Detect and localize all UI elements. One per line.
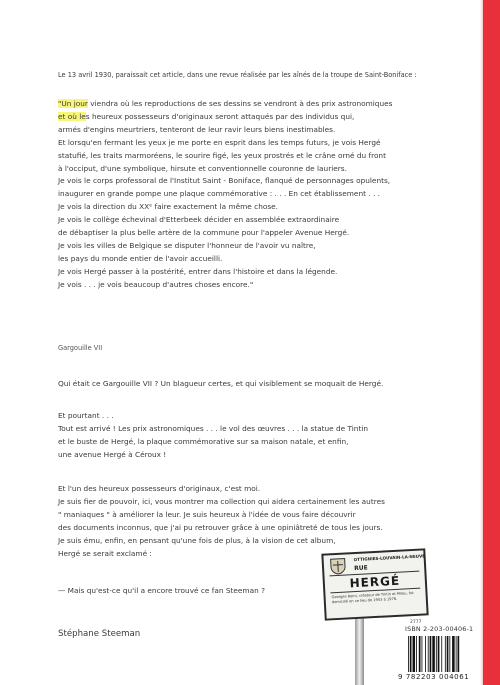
barcode-digits: 9 782203 004061: [398, 673, 470, 681]
quote-line-2: et où les heureux possesseurs d'originaux seront attaqués par des individus qui,: [58, 111, 355, 121]
signature: Gargouille VII: [58, 344, 103, 352]
coat-of-arms-icon: [329, 557, 348, 575]
quote-line: statufié, les traits marmoréens, le sourire figé, les yeux prostrés et le crâne orné du front: [58, 150, 386, 160]
quote-line: à l'occiput, d'une symbolique, hirsute et conventionnelle couronne de lauriers.: [58, 163, 347, 173]
sign-town: OTTIGNIES-LOUVAIN-LA-NEUVE: [353, 553, 426, 563]
paragraph-line: Je suis ému, enfin, en pensant qu'une fois de plus, à la vision de cet album,: [58, 535, 336, 545]
isbn-reference: 2777: [410, 620, 422, 625]
quote-line: Je vois Hergé passer à la postérité, entrer dans l'histoire et dans la légende.: [58, 266, 338, 276]
intro-line: Le 13 avril 1930, paraissait cet article, dans une revue réalisée par les aînés de la troupe de Saint-Boniface :: [58, 71, 417, 79]
sign-post: [355, 612, 364, 685]
paragraph-line: Je suis fier de pouvoir, ici, vous montrer ma collection qui aidera certainement les autres: [58, 496, 385, 506]
quote-line-1: "Un jour viendra où les reproductions de ses dessins se vendront à des prix astronomiques: [58, 99, 393, 108]
quote-line: Je vois . . . je vois beaucoup d'autres choses encore.": [58, 279, 254, 289]
question-line: Qui était ce Gargouille VII ? Un blagueur certes, et qui visiblement se moquait de Hergé.: [58, 379, 384, 388]
sign-rue: RUE: [353, 564, 368, 573]
quote-line: inaugurer en grande pompe une plaque commémorative : . . . En cet établissement . . .: [58, 189, 380, 199]
outcome-paragraph: [58, 410, 478, 462]
quote-line: Je vois le corps professoral de l'Institut Saint - Boniface, flanqué de personnages opulents,: [58, 176, 391, 186]
sign-street-name: HERGÉ: [329, 571, 420, 594]
barcode: [407, 635, 480, 673]
street-sign: [321, 548, 428, 620]
paragraph-line: " maniaques " à améliorer la leur. Je suis heureux à l'idée de vous faire découvrir: [58, 509, 356, 519]
paragraph-line: des documents inconnus, que j'ai pu retrouver grâce à une opiniâtreté de tous les jours.: [58, 522, 383, 532]
quote-line: les pays du monde entier de l'avoir accueilli.: [58, 253, 223, 263]
paragraph-line: Et l'un des heureux possesseurs d'originaux, c'est moi.: [58, 484, 261, 493]
paragraph-line: Et pourtant . . .: [58, 411, 114, 420]
highlighted-text: et où le: [58, 111, 86, 121]
sign-caption: Georges Remi, créateur de Tintin et Milou, fut domicilié en ce lieu de 1953 à 1976.: [331, 590, 414, 604]
closing-line: — Mais qu'est-ce qu'il a encore trouvé ce fan Steeman ?: [58, 586, 265, 595]
quote-line: Et lorsqu'en fermant les yeux je me porte en esprit dans les temps futurs, je vois Hergé: [58, 137, 381, 147]
paragraph-line: Tout est arrivé ! Les prix astronomiques . . . le vol des œuvres . . . la statue de Tintin: [58, 423, 369, 433]
paragraph-line: Hergé se serait exclamé :: [58, 548, 152, 558]
highlighted-text: "Un jour: [58, 99, 88, 108]
isbn-number: ISBN 2-203-00406-1: [405, 625, 474, 633]
quote-line: Je vois les villes de Belgique se disputer l'honneur de l'avoir vu naître,: [58, 240, 316, 250]
quote-line: Je vois le collège échevinal d'Etterbeek décider en assemblée extraordinaire: [58, 215, 340, 225]
quoted-article: [58, 98, 478, 292]
author-name: Stéphane Steeman: [58, 629, 141, 639]
quote-line: de débaptiser la plus belle artère de la commune pour l'appeler Avenue Hergé.: [58, 228, 350, 238]
question-paragraph: [58, 378, 478, 391]
quote-line: armés d'engins meurtriers, tenteront de leur ravir leurs biens inestimables.: [58, 124, 336, 134]
paragraph-line: et le buste de Hergé, la plaque commémorative sur sa maison natale, et enfin,: [58, 436, 349, 446]
quote-line: Je vois la direction du XXᵉ faire exactement la même chose.: [58, 202, 279, 212]
red-spine: [483, 0, 500, 685]
paragraph-line: une avenue Hergé à Céroux !: [58, 449, 167, 459]
